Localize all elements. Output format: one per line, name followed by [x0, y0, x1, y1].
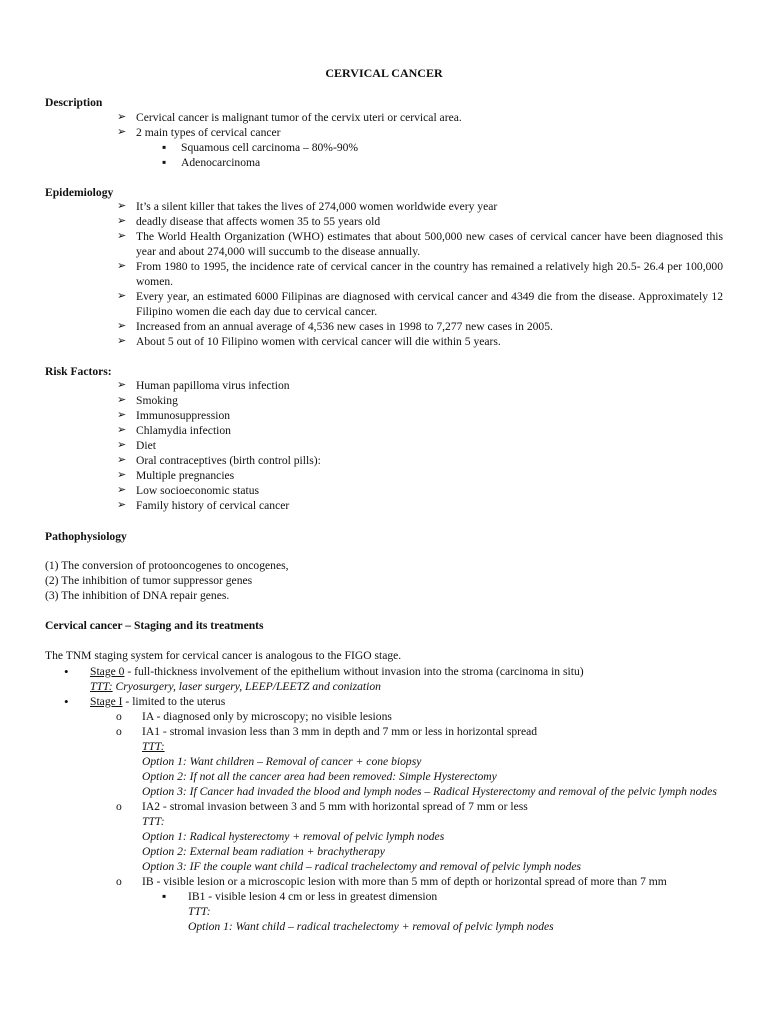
description-list: [117, 110, 723, 170]
stage-ia2-text: IA2 - stromal invasion between 3 and 5 mm with horizontal spread of 7 mm or less: [142, 800, 528, 813]
description-heading: Description: [45, 96, 103, 109]
staging-heading: Cervical cancer – Staging and its treatments: [45, 619, 264, 632]
list-item: ➢ Increased from an annual average of 4,536 new cases in 1998 to 7,277 new cases in 2005.: [117, 319, 723, 334]
stage-ib1-item: [162, 889, 724, 934]
stage-0-text: - full-thickness involvement of the epithelium without invasion into the stroma (carcinoma in situ): [124, 665, 584, 678]
treatment-option: Option 1: Radical hysterectomy + removal of pelvic lymph nodes: [142, 830, 445, 843]
stage-1-item: [64, 694, 724, 934]
stage-1-sublist: [90, 709, 724, 934]
pathophysiology-heading: Pathophysiology: [45, 530, 127, 543]
pathophysiology-line: (2) The inhibition of tumor suppressor genes: [45, 574, 253, 587]
ttt-label: TTT:: [90, 680, 113, 693]
treatment-option: Option 3: If Cancer had invaded the blood and lymph nodes – Radical Hysterectomy and removal of the pelvic lymph nodes: [142, 785, 717, 798]
stage-0-item: [64, 664, 724, 694]
list-item: ➢ Chlamydia infection: [117, 423, 723, 438]
list-item: ➢ Human papilloma virus infection: [117, 378, 723, 393]
stage-1-label: Stage I: [90, 695, 123, 708]
stage-ib-item: [116, 874, 724, 934]
treatment-option: Option 1: Want child – radical trachelectomy + removal of pelvic lymph nodes: [188, 920, 554, 933]
stage-ia1-item: [116, 724, 724, 799]
stage-ia-item: o IA - diagnosed only by microscopy; no visible lesions: [116, 709, 724, 724]
list-item: ➢ From 1980 to 1995, the incidence rate of cervical cancer in the country has remained a relatively high 20.5- 26.4 per 100,000 women.: [117, 259, 723, 289]
treatment-option: Option 2: External beam radiation + brachytherapy: [142, 845, 385, 858]
ttt-label: TTT:: [142, 740, 165, 753]
stage-ia1-text: IA1 - stromal invasion less than 3 mm in depth and 7 mm or less in horizontal spread: [142, 725, 538, 738]
stage-0-treatment: [90, 679, 724, 694]
list-item: ➢ deadly disease that affects women 35 to 55 years old: [117, 214, 723, 229]
list-item: ➢ About 5 out of 10 Filipino women with cervical cancer will die within 5 years.: [117, 334, 723, 349]
ttt-label: TTT:: [188, 905, 211, 918]
stage-ib1-text: IB1 - visible lesion 4 cm or less in greatest dimension: [188, 890, 438, 903]
risk-factors-heading: Risk Factors:: [45, 365, 112, 378]
risk-factors-list: [117, 378, 723, 513]
stage-1-text: - limited to the uterus: [122, 695, 226, 708]
list-item-text: 2 main types of cervical cancer: [136, 126, 281, 139]
pathophysiology-lines: [45, 558, 725, 603]
list-item: ➢ Smoking: [117, 393, 723, 408]
list-item: ➢ It’s a silent killer that takes the lives of 274,000 women worldwide every year: [117, 199, 723, 214]
stage-ib-text: IB - visible lesion or a microscopic lesion with more than 5 mm of depth or horizontal spread of more than 7 mm: [142, 875, 667, 888]
list-item: ➢ Cervical cancer is malignant tumor of the cervix uteri or cervical area.: [117, 110, 723, 125]
treatment-option: Option 2: If not all the cancer area had been removed: Simple Hysterectomy: [142, 770, 497, 783]
pathophysiology-line: (3) The inhibition of DNA repair genes.: [45, 589, 230, 602]
stage-ib-sublist: [142, 889, 724, 934]
sublist-item: ▪ Adenocarcinoma: [162, 155, 723, 170]
list-item: ➢ Oral contraceptives (birth control pills):: [117, 453, 723, 468]
stage-0-label: Stage 0: [90, 665, 125, 678]
staging-intro: The TNM staging system for cervical cancer is analogous to the FIGO stage.: [45, 649, 402, 662]
epidemiology-heading: Epidemiology: [45, 186, 114, 199]
cancer-types-sublist: [136, 140, 723, 170]
list-item: ➢ The World Health Organization (WHO) estimates that about 500,000 new cases of cervical cancer have been diagnosed this year and about 274,000 will succumb to the disease annually.: [117, 229, 723, 259]
list-item: ➢ Family history of cervical cancer: [117, 498, 723, 513]
treatment-option: Option 3: IF the couple want child – radical trachelectomy and removal of pelvic lymph nodes: [142, 860, 582, 873]
epidemiology-list: [117, 199, 723, 349]
treatment-option: Option 1: Want children – Removal of cancer + cone biopsy: [142, 755, 422, 768]
list-item: ➢ Immunosuppression: [117, 408, 723, 423]
list-item: ➢ Every year, an estimated 6000 Filipinas are diagnosed with cervical cancer and 4349 die from the disease. Approximately 12 Filipino women die each day due to cervical cancer.: [117, 289, 723, 319]
stage-list: [64, 664, 724, 934]
pathophysiology-line: (1) The conversion of protooncogenes to oncogenes,: [45, 559, 289, 572]
document-title: CERVICAL CANCER: [325, 66, 443, 80]
list-item: ➢ Low socioeconomic status: [117, 483, 723, 498]
list-item: ➢ Diet: [117, 438, 723, 453]
ttt-label: TTT:: [142, 815, 165, 828]
stage-ia2-item: [116, 799, 724, 874]
list-item: ➢ Multiple pregnancies: [117, 468, 723, 483]
list-item: [117, 125, 723, 170]
ttt-text: Cryosurgery, laser surgery, LEEP/LEETZ and conization: [112, 680, 381, 693]
sublist-item: ▪ Squamous cell carcinoma – 80%-90%: [162, 140, 723, 155]
